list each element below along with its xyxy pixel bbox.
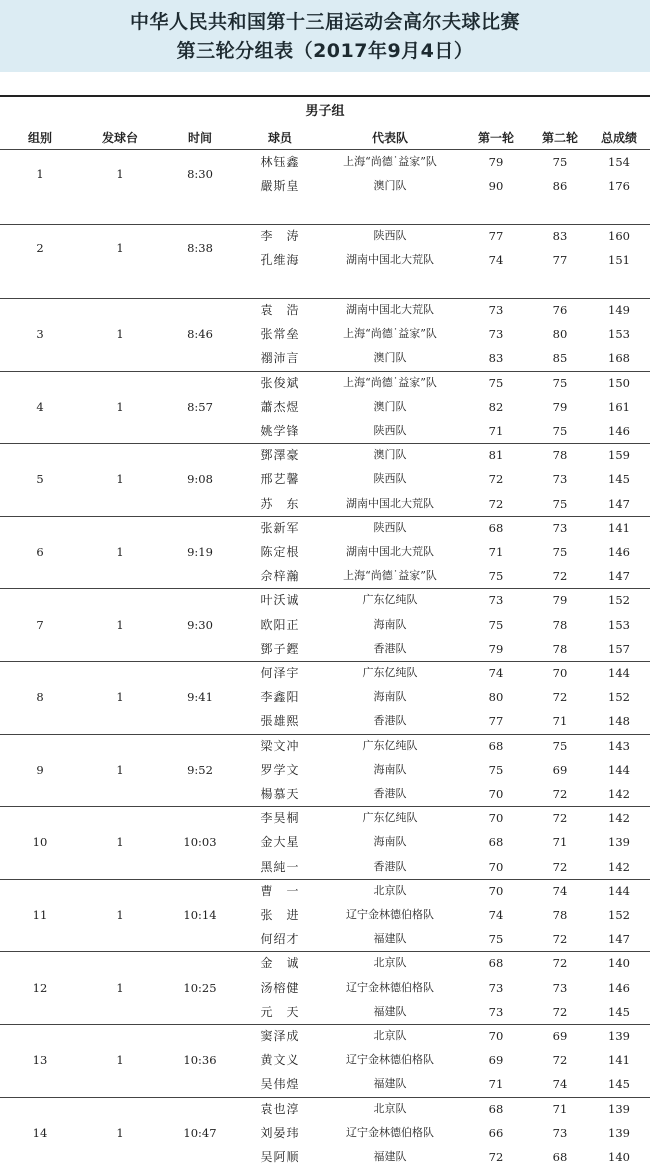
round2-score: 74 <box>552 1077 568 1092</box>
round2-score: 73 <box>552 472 568 487</box>
tee-group <box>0 443 650 516</box>
round2-score: 74 <box>552 883 568 898</box>
player-name: 禤沛言 <box>260 351 300 366</box>
player-name: 袁 浩 <box>260 303 300 317</box>
tee-number: 1 <box>116 617 124 632</box>
player-name: 蕭杰煜 <box>260 399 300 414</box>
round1-score: 90 <box>488 179 504 194</box>
round2-score: 68 <box>552 1149 568 1164</box>
group-number: 7 <box>36 617 44 632</box>
round2-score: 71 <box>552 1101 568 1116</box>
tee-number: 1 <box>116 1053 124 1068</box>
tee-group <box>0 371 650 444</box>
player-name: 张俊斌 <box>260 375 300 390</box>
total-score: 139 <box>608 1101 630 1116</box>
player-team: 湖南中国北大荒队 <box>346 544 434 558</box>
player-name: 曹 一 <box>260 883 300 898</box>
player-team: 澳门队 <box>373 351 407 365</box>
group-number: 13 <box>32 1053 48 1068</box>
total-score: 139 <box>608 835 630 850</box>
round2-score: 72 <box>552 811 568 826</box>
player-team: 北京队 <box>373 1029 407 1042</box>
player-name: 張雄熙 <box>260 714 300 729</box>
tee-number: 1 <box>116 1125 124 1140</box>
round1-score: 73 <box>488 1004 504 1019</box>
round1-score: 70 <box>488 1029 504 1043</box>
player-name: 吴阿顺 <box>260 1149 300 1164</box>
tee-group <box>0 661 650 734</box>
total-score: 139 <box>608 1029 630 1043</box>
round1-score: 66 <box>488 1125 504 1140</box>
player-name: 欧阳正 <box>260 617 300 632</box>
player-team: 上海“尚德˙益家”队 <box>343 155 437 168</box>
player-name: 孔维海 <box>260 253 300 268</box>
round1-score: 71 <box>488 544 504 559</box>
total-score: 147 <box>608 569 630 584</box>
tee-group <box>0 734 650 807</box>
column-header-round2: 第二轮 <box>541 131 578 145</box>
player-team: 海南队 <box>373 835 407 849</box>
player-team: 北京队 <box>373 1101 407 1115</box>
column-header-group: 组别 <box>27 131 52 145</box>
column-header-player: 球员 <box>267 131 292 145</box>
round1-score: 75 <box>488 617 504 632</box>
total-score: 160 <box>608 229 630 243</box>
player-team: 湖南中国北大荒队 <box>346 303 434 316</box>
total-score: 152 <box>608 907 630 922</box>
group-number: 5 <box>36 472 44 487</box>
player-team: 湖南中国北大荒队 <box>346 496 434 510</box>
group-number: 11 <box>32 908 48 923</box>
player-name: 吴伟煌 <box>260 1077 300 1092</box>
round2-score: 77 <box>552 253 568 268</box>
round1-score: 68 <box>488 520 504 535</box>
player-team: 海南队 <box>373 762 407 776</box>
round2-score: 78 <box>552 448 568 463</box>
tee-time: 10:36 <box>183 1053 217 1068</box>
player-name: 姚学锋 <box>260 423 300 438</box>
round2-score: 79 <box>552 399 568 414</box>
tee-group <box>0 588 650 661</box>
tee-group <box>0 951 650 1024</box>
total-score: 176 <box>608 179 630 194</box>
total-score: 149 <box>608 303 630 317</box>
total-score: 140 <box>608 956 630 971</box>
round2-score: 71 <box>552 714 568 729</box>
tee-time: 10:14 <box>183 908 217 923</box>
group-divider <box>0 298 650 299</box>
player-name: 黄文义 <box>260 1053 300 1068</box>
column-header-tee: 发球台 <box>101 131 138 145</box>
round2-score: 75 <box>552 375 568 390</box>
column-header-team: 代表队 <box>371 131 408 145</box>
round2-score: 80 <box>552 327 568 342</box>
tee-time: 10:47 <box>183 1125 217 1140</box>
player-team: 陕西队 <box>373 423 407 437</box>
player-team: 辽宁金林德伯格队 <box>346 1053 434 1067</box>
player-team: 广东亿纯队 <box>362 738 418 752</box>
player-team: 香港队 <box>373 641 407 655</box>
total-score: 144 <box>608 883 630 898</box>
player-team: 香港队 <box>373 859 407 873</box>
column-header-total: 总成绩 <box>600 131 637 145</box>
player-team: 上海“尚德˙益家”队 <box>343 569 437 583</box>
player-team: 陕西队 <box>373 520 407 534</box>
total-score: 140 <box>608 1149 630 1164</box>
player-name: 袁也淳 <box>260 1101 300 1116</box>
round1-score: 73 <box>488 980 504 995</box>
total-score: 146 <box>608 423 630 438</box>
group-number: 9 <box>36 762 44 777</box>
tee-number: 1 <box>116 762 124 777</box>
tee-number: 1 <box>116 472 124 487</box>
column-header-time: 时间 <box>187 131 212 145</box>
group-divider <box>0 443 650 444</box>
total-score: 146 <box>608 980 630 995</box>
round2-score: 78 <box>552 907 568 922</box>
round1-score: 70 <box>488 883 504 898</box>
player-team: 香港队 <box>373 786 407 800</box>
tee-time: 8:30 <box>187 167 213 182</box>
round1-score: 77 <box>488 714 504 729</box>
player-team: 香港队 <box>373 714 407 728</box>
round2-score: 78 <box>552 641 568 656</box>
round1-score: 80 <box>488 690 504 705</box>
schedule-table <box>0 95 650 1175</box>
player-team: 北京队 <box>373 956 407 970</box>
round1-score: 74 <box>488 253 504 268</box>
total-score: 142 <box>608 811 630 826</box>
round1-score: 72 <box>488 496 504 511</box>
round1-score: 75 <box>488 932 504 947</box>
group-divider <box>0 661 650 662</box>
player-name: 张 进 <box>260 907 300 922</box>
round1-score: 69 <box>488 1053 504 1068</box>
player-name: 叶沃诚 <box>260 593 300 608</box>
player-name: 林钰鑫 <box>260 155 300 169</box>
round2-score: 72 <box>552 1053 568 1068</box>
page-title: 中华人民共和国第十三届运动会高尔夫球比赛 <box>129 11 520 33</box>
group-number: 1 <box>36 167 44 182</box>
round2-score: 72 <box>552 859 568 874</box>
round1-score: 82 <box>488 399 504 414</box>
total-score: 142 <box>608 786 630 801</box>
round1-score: 75 <box>488 375 504 390</box>
tee-time: 9:52 <box>187 762 213 777</box>
tee-time: 9:41 <box>187 690 213 705</box>
round1-score: 79 <box>488 155 504 169</box>
tee-group <box>0 1024 650 1097</box>
group-number: 3 <box>36 327 44 342</box>
player-team: 上海“尚德˙益家”队 <box>343 375 437 389</box>
round1-score: 74 <box>488 666 504 680</box>
round1-score: 73 <box>488 327 504 342</box>
group-divider <box>0 951 650 952</box>
round1-score: 70 <box>488 859 504 874</box>
round1-score: 74 <box>488 907 504 922</box>
round1-score: 79 <box>488 641 504 656</box>
round2-score: 72 <box>552 786 568 801</box>
total-score: 151 <box>608 253 630 268</box>
player-team: 陕西队 <box>373 472 407 486</box>
total-score: 141 <box>608 1053 630 1068</box>
player-name: 汤榕健 <box>260 980 300 995</box>
group-number: 12 <box>32 980 48 995</box>
total-score: 145 <box>608 1077 630 1092</box>
total-score: 139 <box>608 1125 630 1140</box>
group-divider <box>0 1024 650 1025</box>
tee-group <box>0 1097 650 1170</box>
round2-score: 78 <box>552 617 568 632</box>
group-divider <box>0 879 650 880</box>
division-label: 男子组 <box>305 104 345 119</box>
tee-group <box>0 806 650 879</box>
round2-score: 71 <box>552 835 568 850</box>
player-name: 何绍才 <box>260 932 300 947</box>
total-score: 152 <box>608 593 630 608</box>
tee-group <box>0 150 650 224</box>
player-name: 楊慕天 <box>260 786 300 801</box>
player-name: 嚴斯皇 <box>260 179 300 194</box>
round2-score: 75 <box>552 496 568 511</box>
round1-score: 75 <box>488 569 504 584</box>
page-subtitle: 第三轮分组表（2017年9月4日） <box>176 40 474 62</box>
tee-group <box>0 879 650 952</box>
player-team: 辽宁金林德伯格队 <box>346 1125 434 1139</box>
player-team: 福建队 <box>373 1004 407 1018</box>
player-team: 陕西队 <box>373 229 407 242</box>
player-name: 佘梓瀚 <box>260 569 300 584</box>
total-score: 148 <box>608 714 630 729</box>
group-divider <box>0 1097 650 1098</box>
player-name: 金 诚 <box>260 956 300 971</box>
round1-score: 68 <box>488 738 504 753</box>
group-number: 8 <box>36 690 44 705</box>
total-score: 142 <box>608 859 630 874</box>
total-score: 153 <box>608 617 630 632</box>
round1-score: 77 <box>488 229 504 243</box>
group-number: 14 <box>32 1125 48 1140</box>
player-team: 北京队 <box>373 883 407 897</box>
tee-group <box>0 224 650 298</box>
total-score: 146 <box>608 544 630 559</box>
tee-time: 8:57 <box>187 399 213 414</box>
group-divider <box>0 516 650 517</box>
round2-score: 69 <box>552 1029 568 1043</box>
round1-score: 68 <box>488 1101 504 1116</box>
player-name: 黑純一 <box>260 859 300 874</box>
player-team: 澳门队 <box>373 179 407 193</box>
player-name: 窦泽成 <box>260 1029 300 1043</box>
round2-score: 75 <box>552 544 568 559</box>
tee-number: 1 <box>116 167 124 182</box>
round2-score: 79 <box>552 593 568 608</box>
round2-score: 72 <box>552 690 568 705</box>
total-score: 154 <box>608 155 630 169</box>
group-divider <box>0 588 650 589</box>
round1-score: 73 <box>488 303 504 317</box>
tee-time: 9:30 <box>187 617 213 632</box>
player-name: 苏 东 <box>260 496 300 511</box>
round2-score: 83 <box>552 229 568 243</box>
group-number: 6 <box>36 545 44 560</box>
tee-time: 8:38 <box>187 241 213 256</box>
player-team: 澳门队 <box>373 448 407 462</box>
total-score: 145 <box>608 1004 630 1019</box>
tee-number: 1 <box>116 241 124 256</box>
player-team: 福建队 <box>373 1149 407 1163</box>
round1-score: 70 <box>488 786 504 801</box>
tee-time: 10:25 <box>183 980 217 995</box>
total-score: 144 <box>608 762 630 777</box>
player-team: 广东亿纯队 <box>362 593 418 607</box>
total-score: 147 <box>608 932 630 947</box>
group-number: 4 <box>36 399 44 414</box>
player-name: 邢艺馨 <box>260 472 300 487</box>
round2-score: 73 <box>552 520 568 535</box>
group-divider <box>0 734 650 735</box>
round1-score: 71 <box>488 423 504 438</box>
round1-score: 71 <box>488 1077 504 1092</box>
tee-group <box>0 298 650 371</box>
player-team: 福建队 <box>373 1077 407 1091</box>
round2-score: 85 <box>552 351 568 366</box>
tee-number: 1 <box>116 327 124 342</box>
player-team: 澳门队 <box>373 399 407 413</box>
player-team: 广东亿纯队 <box>362 811 418 825</box>
total-score: 145 <box>608 472 630 487</box>
player-name: 张新军 <box>260 520 300 535</box>
tee-number: 1 <box>116 980 124 995</box>
total-score: 147 <box>608 496 630 511</box>
player-team: 海南队 <box>373 617 407 631</box>
tee-group <box>0 516 650 589</box>
round1-score: 68 <box>488 835 504 850</box>
tee-number: 1 <box>116 908 124 923</box>
tee-time: 9:08 <box>187 472 213 487</box>
group-number: 2 <box>36 241 44 256</box>
player-name: 鄧子鏗 <box>260 641 300 656</box>
tee-time: 9:19 <box>187 545 213 560</box>
tee-number: 1 <box>116 399 124 414</box>
player-name: 李 涛 <box>260 229 300 243</box>
round2-score: 75 <box>552 738 568 753</box>
player-name: 元 天 <box>260 1004 300 1019</box>
tee-number: 1 <box>116 545 124 560</box>
round1-score: 70 <box>488 811 504 826</box>
total-score: 159 <box>608 448 630 463</box>
round2-score: 75 <box>552 155 568 169</box>
group-divider <box>0 224 650 225</box>
round2-score: 72 <box>552 569 568 584</box>
tee-number: 1 <box>116 690 124 705</box>
player-name: 梁文冲 <box>260 738 300 753</box>
round2-score: 76 <box>552 303 568 317</box>
tee-time: 8:46 <box>187 327 213 342</box>
player-name: 刘晏玮 <box>260 1125 300 1140</box>
round1-score: 75 <box>488 762 504 777</box>
player-name: 罗学文 <box>260 762 300 777</box>
player-name: 何泽宇 <box>260 666 300 680</box>
round2-score: 69 <box>552 762 568 777</box>
round1-score: 83 <box>488 351 504 366</box>
player-name: 陈定根 <box>260 544 300 559</box>
round2-score: 86 <box>552 179 568 194</box>
round2-score: 72 <box>552 956 568 971</box>
player-team: 辽宁金林德伯格队 <box>346 907 434 921</box>
round2-score: 72 <box>552 1004 568 1019</box>
player-team: 上海“尚德˙益家”队 <box>343 327 437 341</box>
player-name: 鄧澤豪 <box>260 448 300 463</box>
round1-score: 72 <box>488 1149 504 1164</box>
total-score: 150 <box>608 375 630 390</box>
round2-score: 75 <box>552 423 568 438</box>
round2-score: 70 <box>552 666 568 680</box>
round1-score: 81 <box>488 448 504 463</box>
player-name: 金大星 <box>260 835 300 850</box>
player-name: 张常垒 <box>260 327 300 342</box>
tee-number: 1 <box>116 835 124 850</box>
title-banner <box>0 0 650 72</box>
total-score: 144 <box>608 666 630 680</box>
round2-score: 72 <box>552 932 568 947</box>
round1-score: 73 <box>488 593 504 608</box>
player-team: 辽宁金林德伯格队 <box>346 980 434 994</box>
group-divider <box>0 371 650 372</box>
round1-score: 68 <box>488 956 504 971</box>
round1-score: 72 <box>488 472 504 487</box>
total-score: 161 <box>608 399 630 414</box>
total-score: 157 <box>608 641 630 656</box>
total-score: 153 <box>608 327 630 342</box>
total-score: 141 <box>608 520 630 535</box>
group-divider <box>0 806 650 807</box>
player-team: 福建队 <box>373 932 407 946</box>
player-name: 李鑫阳 <box>260 690 300 705</box>
tee-time: 10:03 <box>183 835 217 850</box>
total-score: 168 <box>608 351 630 366</box>
player-team: 湖南中国北大荒队 <box>346 253 434 267</box>
round2-score: 73 <box>552 980 568 995</box>
total-score: 152 <box>608 690 630 705</box>
player-name: 李昊桐 <box>260 811 300 826</box>
total-score: 143 <box>608 738 630 753</box>
round2-score: 73 <box>552 1125 568 1140</box>
group-number: 10 <box>32 835 48 850</box>
column-header-round1: 第一轮 <box>477 131 514 145</box>
player-team: 海南队 <box>373 690 407 704</box>
player-team: 广东亿纯队 <box>362 666 418 679</box>
